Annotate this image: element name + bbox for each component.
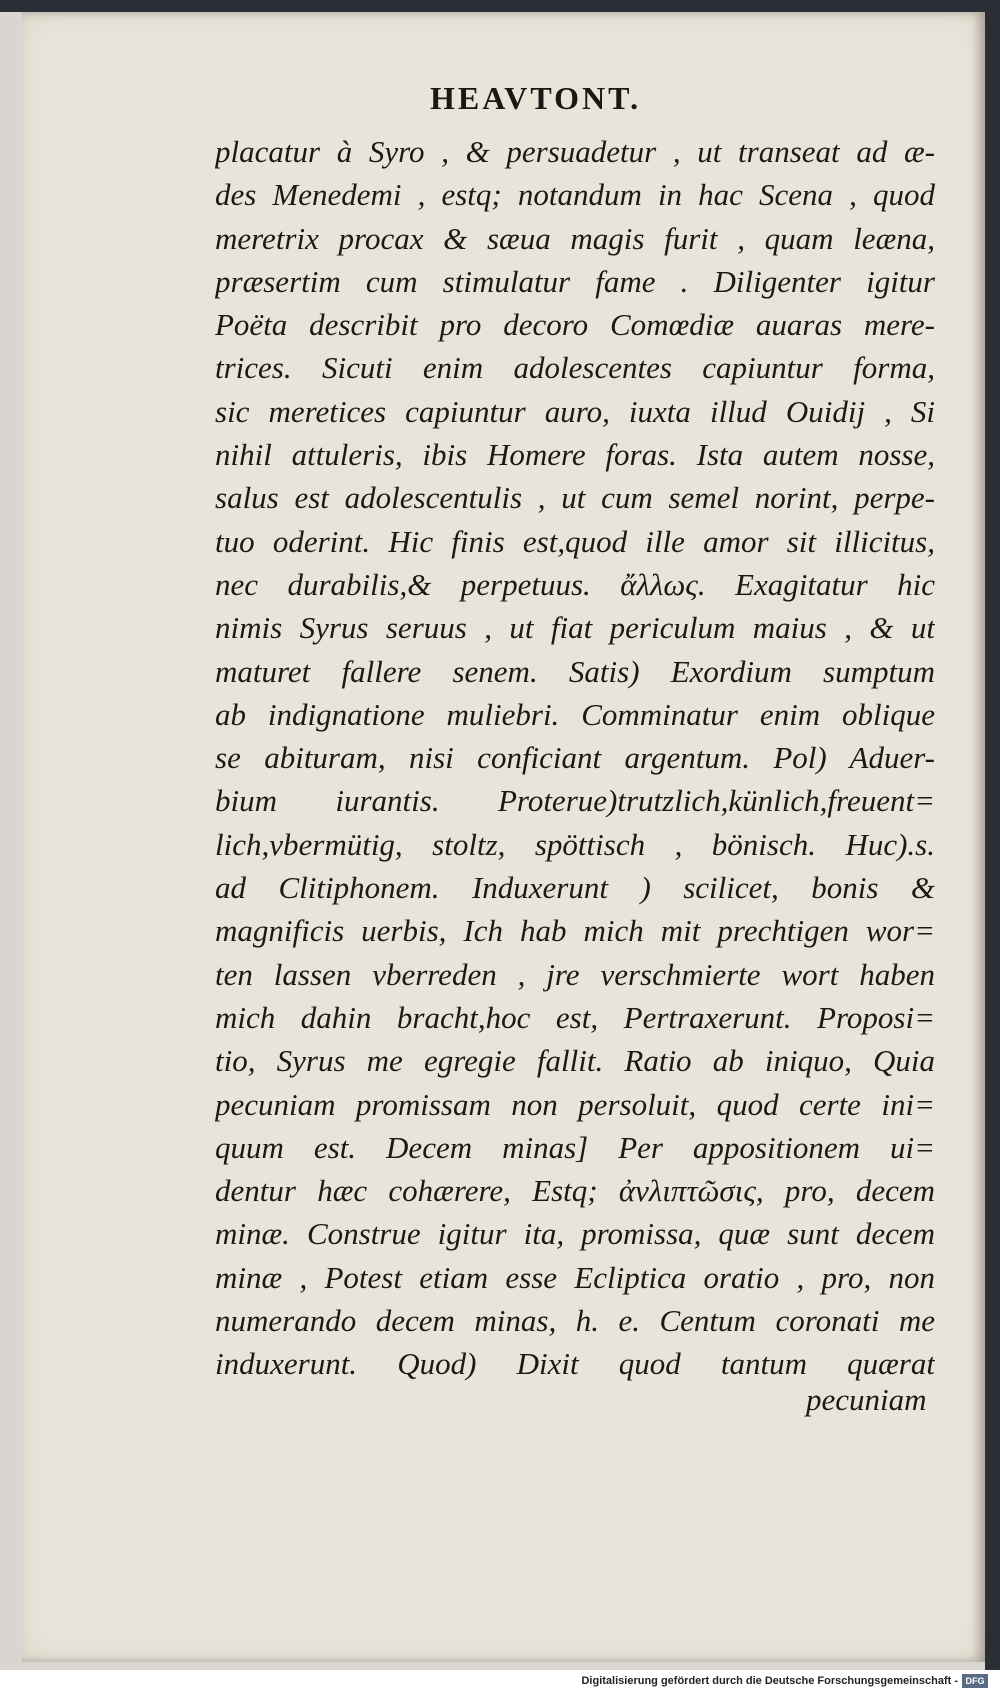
text-line: se abituram, nisi conficiant argentum. Pol) Aduer-	[215, 740, 935, 776]
text-line: præsertim cum stimulatur fame . Diligenter igitur	[215, 263, 935, 299]
text-line: sic meretices capiuntur auro, iuxta illud Ouidij , Si	[215, 393, 935, 429]
text-line: mich dahin bracht,hoc est, Pertraxerunt. Proposi=	[215, 999, 935, 1035]
text-line: nec durabilis,& perpetuus. ἄλλως. Exagitatur hic	[215, 566, 935, 602]
text-line: maturet fallere senem. Satis) Exordium sumptum	[215, 653, 935, 689]
text-line: lich,vbermütig, stoltz, spöttisch , bönisch. Huc).s.	[215, 826, 935, 862]
text-line: minæ. Construe igitur ita, promissa, quæ sunt decem	[215, 1216, 935, 1252]
text-line: meretrix procax & sæua magis furit , quam leæna,	[215, 220, 935, 256]
body-text	[215, 130, 935, 1386]
right-border	[985, 0, 1000, 1670]
text-line: ten lassen vberreden , jre verschmierte wort haben	[215, 956, 935, 992]
text-line: magnificis uerbis, Ich hab mich mit prechtigen wor=	[215, 913, 935, 949]
text-line: ad Clitiphonem. Induxerunt ) scilicet, bonis &	[215, 870, 935, 906]
dfg-logo: DFG	[962, 1674, 988, 1688]
text-line: quum est. Decem minas] Per appositionem ui=	[215, 1129, 935, 1165]
text-line: nimis Syrus seruus , ut fiat periculum maius , & ut	[215, 610, 935, 646]
text-line: Poëta describit pro decoro Comœdiæ auaras mere-	[215, 307, 935, 343]
digitization-credit: Digitalisierung gefördert durch die Deutsche Forschungsgemeinschaft -	[581, 1675, 958, 1687]
text-line: placatur à Syro , & persuadetur , ut transeat ad æ-	[215, 134, 935, 169]
text-line: dentur hæc cohærere, Estq; ἀνλιπτῶσις, pro, decem	[215, 1173, 935, 1209]
text-line: numerando decem minas, h. e. Centum coronati me	[215, 1303, 935, 1339]
text-line: induxerunt. Quod) Dixit quod tantum quærat	[215, 1346, 935, 1382]
running-head: HEAVTONT.	[430, 80, 642, 116]
text-line: tio, Syrus me egregie fallit. Ratio ab iniquo, Quia	[215, 1043, 935, 1079]
top-border	[0, 0, 1000, 12]
text-line: salus est adolescentulis , ut cum semel norint, perpe-	[215, 480, 935, 516]
catchword: pecuniam	[806, 1382, 927, 1417]
text-line: ab indignatione muliebri. Comminatur enim oblique	[215, 696, 935, 732]
text-line: des Menedemi , estq; notandum in hac Scena , quod	[215, 177, 935, 213]
text-line: nihil attuleris, ibis Homere foras. Ista autem nosse,	[215, 437, 935, 473]
text-line: pecuniam promissam non persoluit, quod certe ini=	[215, 1086, 935, 1122]
text-line: minæ , Potest etiam esse Ecliptica oratio , pro, non	[215, 1259, 935, 1295]
text-line: bium iurantis. Proterue)trutzlich,künlich,freuent=	[215, 783, 935, 819]
text-line: trices. Sicuti enim adolescentes capiuntur forma,	[215, 350, 935, 386]
text-line: tuo oderint. Hic finis est,quod ille amor sit illicitus,	[215, 523, 935, 559]
